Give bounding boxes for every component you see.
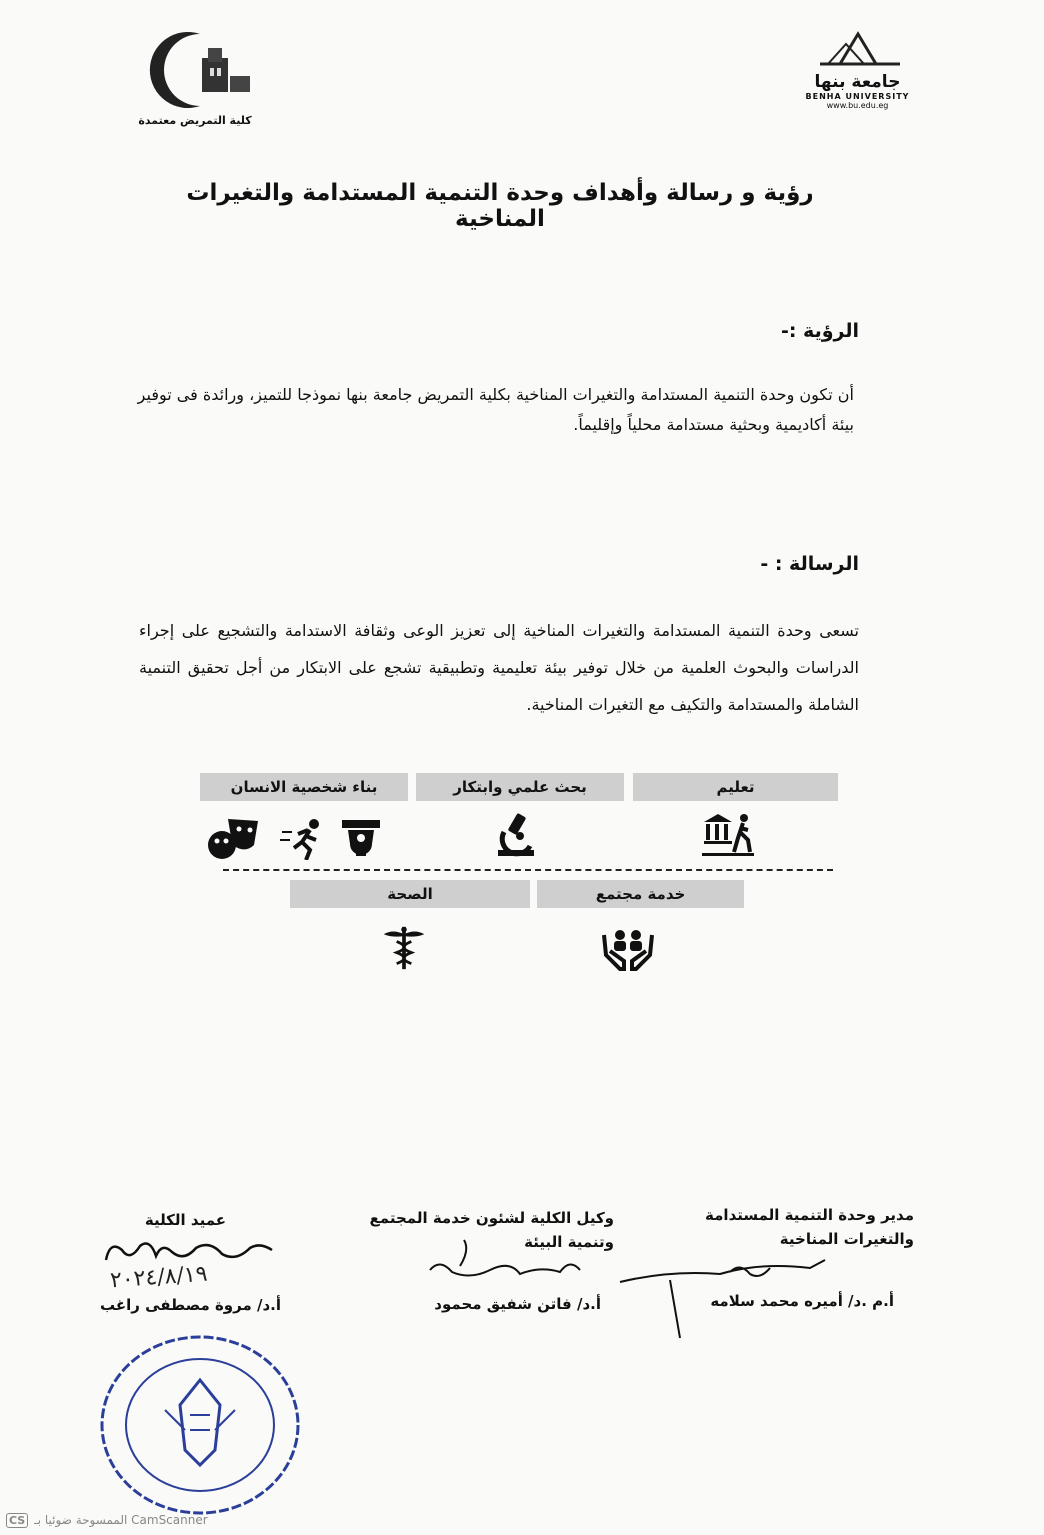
- pillar-health: الصحة: [290, 880, 530, 908]
- pillar-research: بحث علمي وابتكار: [416, 773, 624, 801]
- caduceus-icon: [378, 925, 430, 971]
- nursing-faculty-logo: [130, 28, 260, 128]
- pillar-community: خدمة مجتمع: [537, 880, 744, 908]
- mission-heading: الرسالة : -: [760, 553, 859, 575]
- vision-heading: الرؤية :-: [780, 320, 859, 342]
- trophy-icon: [338, 818, 384, 860]
- theater-masks-icon: [206, 815, 262, 863]
- director-signature-icon: [610, 1240, 840, 1340]
- benha-logo-title: جامعة بنها: [814, 72, 901, 92]
- dashed-divider: [223, 869, 833, 871]
- dean-name: أ.د/ مروة مصطفى راغب: [99, 1296, 281, 1314]
- pillar-education: تعليم: [633, 773, 838, 801]
- vice-dean-name: أ.د/ فاتن شفيق محمود: [434, 1295, 601, 1313]
- benha-logo-url: www.bu.edu.eg: [826, 101, 889, 110]
- caring-hands-icon: [602, 925, 654, 971]
- vice-dean-signature-icon: [420, 1230, 600, 1290]
- museum-walker-icon: [702, 812, 754, 858]
- pyramid-emblem-icon: [800, 30, 915, 68]
- nursing-logo-caption: كلية التمريض معتمدة: [138, 114, 252, 127]
- benha-university-logo: [800, 30, 915, 120]
- director-title: مدير وحدة التنمية المستدامة والتغيرات المناخية: [705, 1206, 914, 1248]
- director-name: أ.م .د/ أميره محمد سلامه: [710, 1292, 894, 1310]
- vice-dean-title: وكيل الكلية لشئون خدمة المجتمع وتنمية البيئة: [369, 1209, 614, 1251]
- dean-signature-date: ٢٠٢٤/٨/١٩: [109, 1261, 209, 1294]
- page-title: رؤية و رسالة وأهداف وحدة التنمية المستدامة والتغيرات المناخية: [186, 180, 814, 232]
- pillar-personality: بناء شخصية الانسان: [200, 773, 408, 801]
- dean-title: عميد الكلية: [144, 1211, 226, 1229]
- runner-icon: [280, 818, 328, 860]
- camscanner-badge: CS: [6, 1513, 28, 1528]
- vision-text: أن تكون وحدة التنمية المستدامة والتغيرات المناخية بكلية التمريض جامعة بنها نموذجا للتميز، ورائدة فى توفير بيئة أكاديمية وبحثية مستدامة محلياً وإقليماً.: [137, 385, 854, 434]
- scanner-footer-text: الممسوحة ضوئيا بـ CamScanner: [34, 1513, 208, 1527]
- scanner-footer: [0, 1505, 266, 1535]
- mission-text: تسعى وحدة التنمية المستدامة والتغيرات المناخية إلى تعزيز الوعى وثقافة الاستدامة والتشجيع على إجراء الدراسات والبحوث العلمية من خلال توفير بيئة تعليمية وتطبيقية تشجع على الابتكار من أجل تحقيق التنمية الشاملة والمستدامة والتكيف مع التغيرات المناخية.: [139, 621, 859, 714]
- official-stamp-icon: [95, 1330, 305, 1520]
- microscope-icon: [490, 812, 542, 858]
- benha-logo-subtitle: BENHA UNIVERSITY: [805, 92, 910, 101]
